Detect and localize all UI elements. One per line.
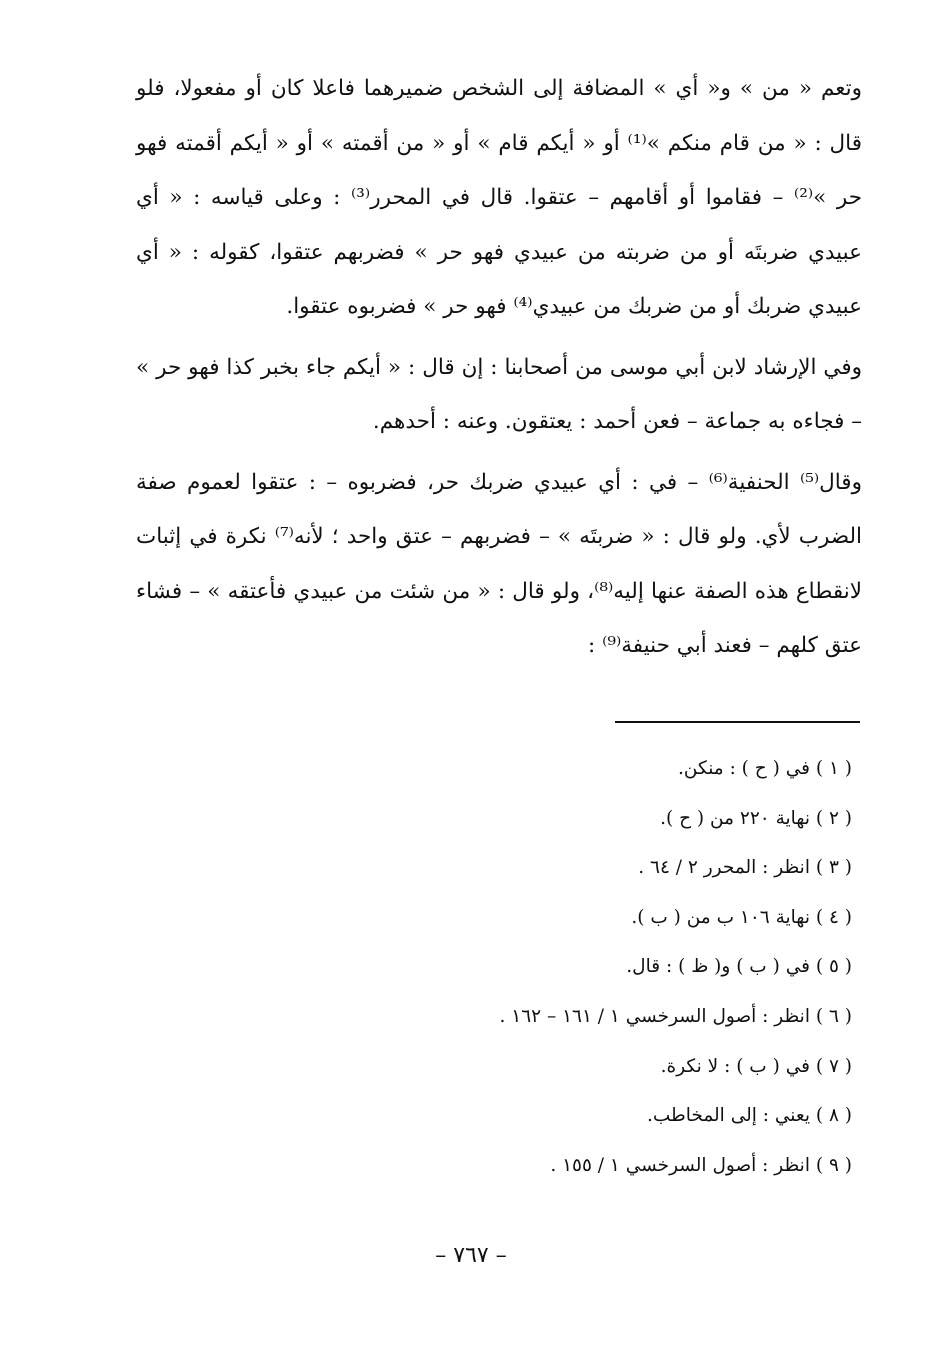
footnote: ( ٧ ) في ( ب ) : لا نكرة.	[660, 1055, 852, 1077]
page-number: – ٧٦٧ –	[435, 1243, 507, 1268]
footnote-separator	[615, 721, 860, 723]
footnote: ( ٢ ) نهاية ٢٢٠ من ( ح ).	[660, 807, 852, 829]
paragraph-3: وقال⁽⁵⁾ الحنفية⁽⁶⁾ – في : أي عبيدي ضربك حر، فضربوه – : عتقوا لعموم صفة الضرب لأي. ولو قال : « ضربتَه » – فضربهم – عتق واحد ؛ لأنه⁽⁷⁾ نكرة في إثبات لانقطاع هذه الصفة عنها إليه⁽⁸⁾، ولو قال : « من شئت من عبيدي فأعتقه » – فشاء عتق كلهم – فعند أبي حنيفة⁽⁹⁾ :	[136, 469, 862, 658]
footnote: ( ٨ ) يعني : إلى المخاطب.	[647, 1105, 852, 1127]
paragraph-2: وفي الإرشاد لابن أبي موسى من أصحابنا : إن قال : « أيكم جاء بخبر كذا فهو حر » – فجاءه به جماعة – فعن أحمد : يعتقون. وعنه : أحدهم.	[136, 354, 862, 434]
footnote: ( ١ ) في ( ح ) : منكن.	[678, 758, 852, 779]
main-text	[136, 62, 862, 674]
footnote: ( ٩ ) انظر : أصول السرخسي ١ / ١٥٥ .	[550, 1154, 852, 1176]
footnotes	[136, 744, 852, 1190]
footnote: ( ٤ ) نهاية ١٠٦ ب من ( ب ).	[631, 906, 852, 928]
footnote: ( ٣ ) انظر : المحرر ٢ / ٦٤ .	[638, 857, 852, 879]
paragraph-1: وتعم « من » و« أي » المضافة إلى الشخص ضميرهما فاعلا كان أو مفعولا، فلو قال : « من قام منكم »⁽¹⁾ أو « أيكم قام » أو « من أقمته » أو « أيكم أقمته فهو حر »⁽²⁾ – فقاموا أو أقامهم – عتقوا. قال في المحرر⁽³⁾ : وعلى قياسه : « أي عبيدي ضربتَه أو من ضربته من عبيدي فهو حر » فضربهم عتقوا، كقوله : « أي عبيدي ضربك أو من ضربك من عبيدي⁽⁴⁾ فهو حر » فضربوه عتقوا.	[136, 76, 863, 319]
footnote: ( ٦ ) انظر : أصول السرخسي ١ / ١٦١ – ١٦٢ .	[499, 1005, 852, 1027]
footnote: ( ٥ ) في ( ب ) و( ظ ) : قال.	[626, 956, 852, 978]
